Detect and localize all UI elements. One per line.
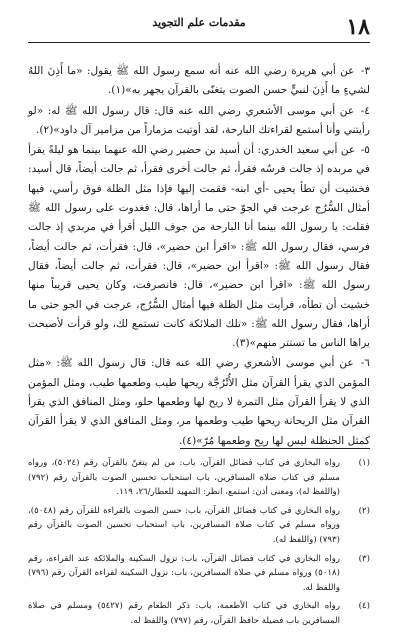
footnote-text: رواه البخاري في كتاب فضائل القرآن، باب: من لم يتغنّ بالقرآن رقم (٥٠٢٤)، ورواه مسلم في كتاب صلاة المسافرين، باب استحباب تحسين الصوت بالقرآن رقم (٧٩٢) (واللفظ له)، ومعنى أذن: استمع، انظر: التمهيد للعطار/٢٦، ١١٩. bbox=[28, 458, 340, 498]
entry-text: عن أبي موسى الأشعري رضي الله عنه قال: قال رسول الله ﷺ له: «لو رأيتني وأنا أستمع لقراءتك البارحة، لقد أوتيت مزماراً من مزامير آل داود»(٢). bbox=[28, 104, 370, 136]
entry-number: ٤- bbox=[360, 104, 370, 117]
page-number: ١٨ bbox=[346, 14, 370, 40]
footnote-text: رواه البخاري في كتاب فضائل القرآن، باب: حسن الصوت بالقراءة للقرآن رقم (٥٠٤٨)، ورواه مسلم في كتاب صلاة المسافرين، باب استحباب تحسين الصوت بالقرآن رقم (٧٩٣) (واللفظ له). bbox=[28, 505, 340, 545]
entry-number: ٥- bbox=[360, 144, 370, 157]
main-text bbox=[28, 62, 370, 452]
running-title: مقدمات علم التجويد bbox=[152, 16, 246, 29]
entry-number: ٦- bbox=[360, 357, 370, 370]
entry-text: عن أبي موسى الأشعري رضي الله عنه قال: قال رسول الله ﷺ: «مثل المؤمن الذي يقرأ القرآن مثل الأُتْرُجَّة ريحها طيب وطعمها طيب، ومثل المؤمن الذي لا يقرأ القرآن مثل التمرة لا ريح لها وطعمها حلو، ومثل المنافق الذي يقرأ القرآن مثل الريحانة ريحها طيب وطعمها مر، ومثل المنافق الذي لا يقرأ القرآن كمثل الحنظلة ليس لها ريح وطعمها مُرّ»(٤). bbox=[28, 357, 370, 447]
entry-text: عن أبي هريرة رضي الله عنه أنه سمع رسول الله ﷺ يقول: «ما أَذِنَ اللهُ لشيءٍ ما أَذِنَ لنبيٍّ حسن الصوت يتغنّى بالقرآن يجهر به»(١). bbox=[28, 65, 370, 97]
hadith-entry bbox=[28, 102, 370, 141]
footnote-number: (٢) bbox=[358, 505, 370, 516]
hadith-entry bbox=[28, 62, 370, 101]
footnote bbox=[28, 552, 370, 596]
footnote bbox=[28, 504, 370, 548]
entry-text: عن أبي سعيد الخدري: أن أسيد بن حضير رضي الله عنهما بينما هو ليلةً يقرأ في مربده إذ جالت فرسُه فقرأ، ثم جالت أخرى فقرأ، ثم جالت أيضاً، قال أسيد: فخشيت أن تطأ يحيى -أي ابنه- فقمت إليها فإذا مثل الظلة فوق رأسي، فيها أمثال السُّرُج عرجت في الجوّ حتى ما أراها، قال: فغدوت على رسول الله ﷺ فقلت: يا رسول الله بينما أنا البارحة من جوف الليل أقرأ في مربدي إذ جالت فرسي، فقال رسول الله ﷺ: «اقرأ ابن حضير»، قال: فقرأت، ثم جالت أيضاً، فقال رسول الله ﷺ: «اقرأ ابن حضير»، قال: فقرأت، ثم جالت أيضاً، فقال رسول الله ﷺ: «اقرأ ابن حضير»، قال: فانصرفت، وكان يحيى قريباً منها خشيت أن تطأه، فرأيت مثل الظلة فيها أمثال السُّرُج، عرجت في الجو حتى ما أراها، فقال رسول الله ﷺ: «تلك الملائكة كانت تستمع لك، ولو قرأت لأصبحت يراها الناس ما تستتر منهم»(٣). bbox=[28, 144, 370, 350]
hadith-entry bbox=[28, 141, 370, 353]
footnote-text: رواه البخاري في كتاب فضائل القرآن، باب: نزول السكينة والملائكة عند القراءة، رقم (٥٠١٨) ورواه مسلم في صلاة المسافرين، باب: نزول السكينة لقراءة القرآن رقم (٧٩٦) واللفظ له. bbox=[28, 553, 340, 593]
footnote-number: (١) bbox=[358, 458, 370, 468]
entry-number: ٣- bbox=[360, 65, 371, 77]
footnotes bbox=[28, 456, 370, 633]
footnote-text: رواه البخاري في كتاب الأطعمة، باب: ذكر الطعام رقم (٥٤٢٧) ومسلم في صلاة المسافرين باب فضيلة حافظ القرآن، رقم (٧٩٧) واللفظ له. bbox=[28, 601, 340, 626]
footnote-divider bbox=[180, 448, 370, 449]
footnote bbox=[28, 456, 370, 500]
footnote bbox=[28, 599, 370, 628]
footnote-number: (٤) bbox=[358, 601, 370, 612]
hadith-entry bbox=[28, 354, 370, 450]
footnote-number: (٣) bbox=[358, 553, 370, 564]
page-header bbox=[28, 16, 370, 43]
